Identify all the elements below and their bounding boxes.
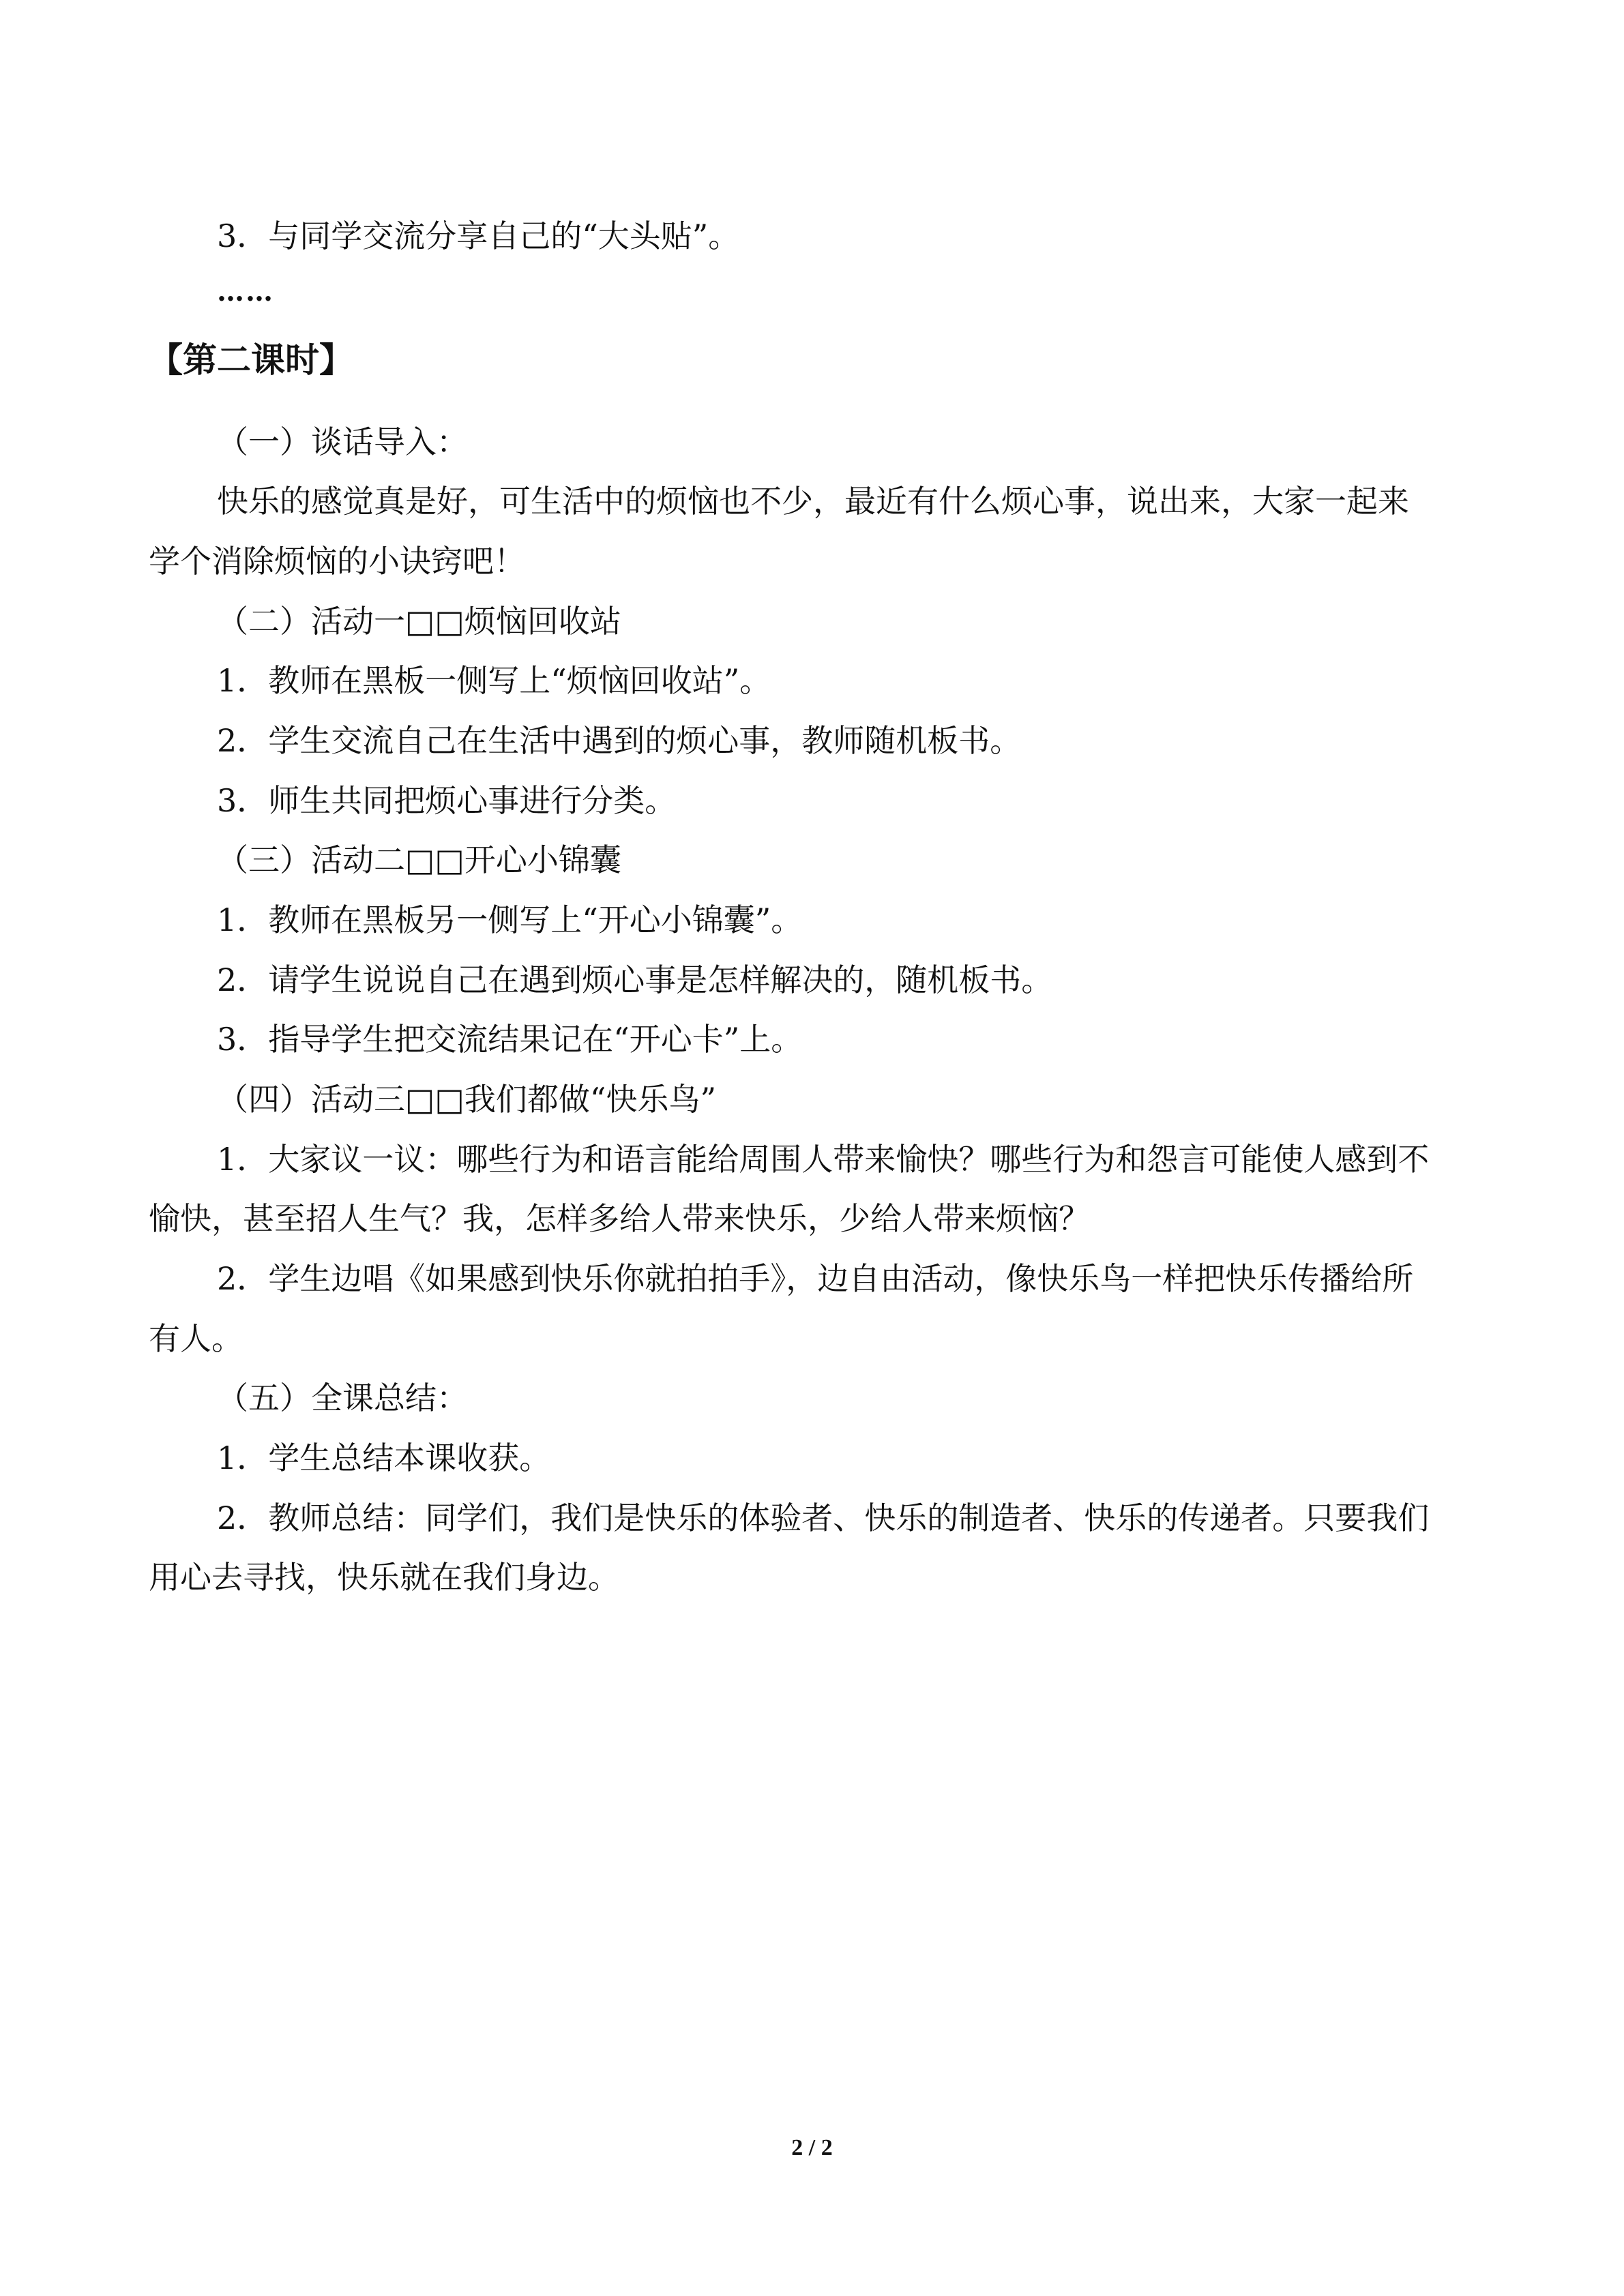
part2-item-2: 2．学生交流自己在生活中遇到的烦心事，教师随机板书。	[217, 722, 1022, 759]
part4-item-2-line-2: 有人。	[149, 1320, 243, 1357]
part3-item-1: 1．教师在黑板另一侧写上“开心小锦囊”。	[217, 901, 803, 938]
activity-item-3: 3．与同学交流分享自己的“大头贴”。	[217, 218, 740, 254]
part1-paragraph-line-2: 学个消除烦恼的小诀窍吧！	[149, 543, 525, 580]
part5-item-2-line-1: 2．教师总结：同学们，我们是快乐的体验者、快乐的制造者、快乐的传递者。只要我们	[217, 1500, 1430, 1536]
part5-item-2-line-2: 用心去寻找，快乐就在我们身边。	[149, 1559, 619, 1596]
part5-item-1: 1．学生总结本课收获。	[217, 1440, 551, 1476]
part2-item-3: 3．师生共同把烦心事进行分类。	[217, 782, 677, 819]
ellipsis: ……	[217, 275, 274, 308]
part3-item-3: 3．指导学生把交流结果记在“开心卡”上。	[217, 1021, 803, 1058]
part5-heading: （五）全课总结：	[217, 1380, 468, 1416]
section-title: 【第二课时】	[149, 340, 353, 380]
part2-heading: （二）活动一□□烦恼回收站	[217, 603, 621, 640]
part3-item-2: 2．请学生说说自己在遇到烦心事是怎样解决的，随机板书。	[217, 961, 1053, 998]
part1-paragraph-line-1: 快乐的感觉真是好，可生活中的烦恼也不少，最近有什么烦心事，说出来，大家一起来	[217, 483, 1409, 520]
page-number: 2 / 2	[791, 2135, 833, 2160]
part1-heading: （一）谈话导入：	[217, 423, 468, 460]
part4-item-1-line-1: 1．大家议一议：哪些行为和语言能给周围人带来愉快？哪些行为和怨言可能使人感到不	[217, 1141, 1430, 1178]
part4-item-1-line-2: 愉快，甚至招人生气？我，怎样多给人带来快乐，少给人带来烦恼？	[149, 1200, 1090, 1237]
part4-heading: （四）活动三□□我们都做“快乐鸟”	[217, 1081, 716, 1118]
part2-item-1: 1．教师在黑板一侧写上“烦恼回收站”。	[217, 662, 771, 699]
part3-heading: （三）活动二□□开心小锦囊	[217, 841, 621, 878]
part4-item-2-line-1: 2．学生边唱《如果感到快乐你就拍拍手》，边自由活动，像快乐鸟一样把快乐传播给所	[217, 1260, 1414, 1297]
